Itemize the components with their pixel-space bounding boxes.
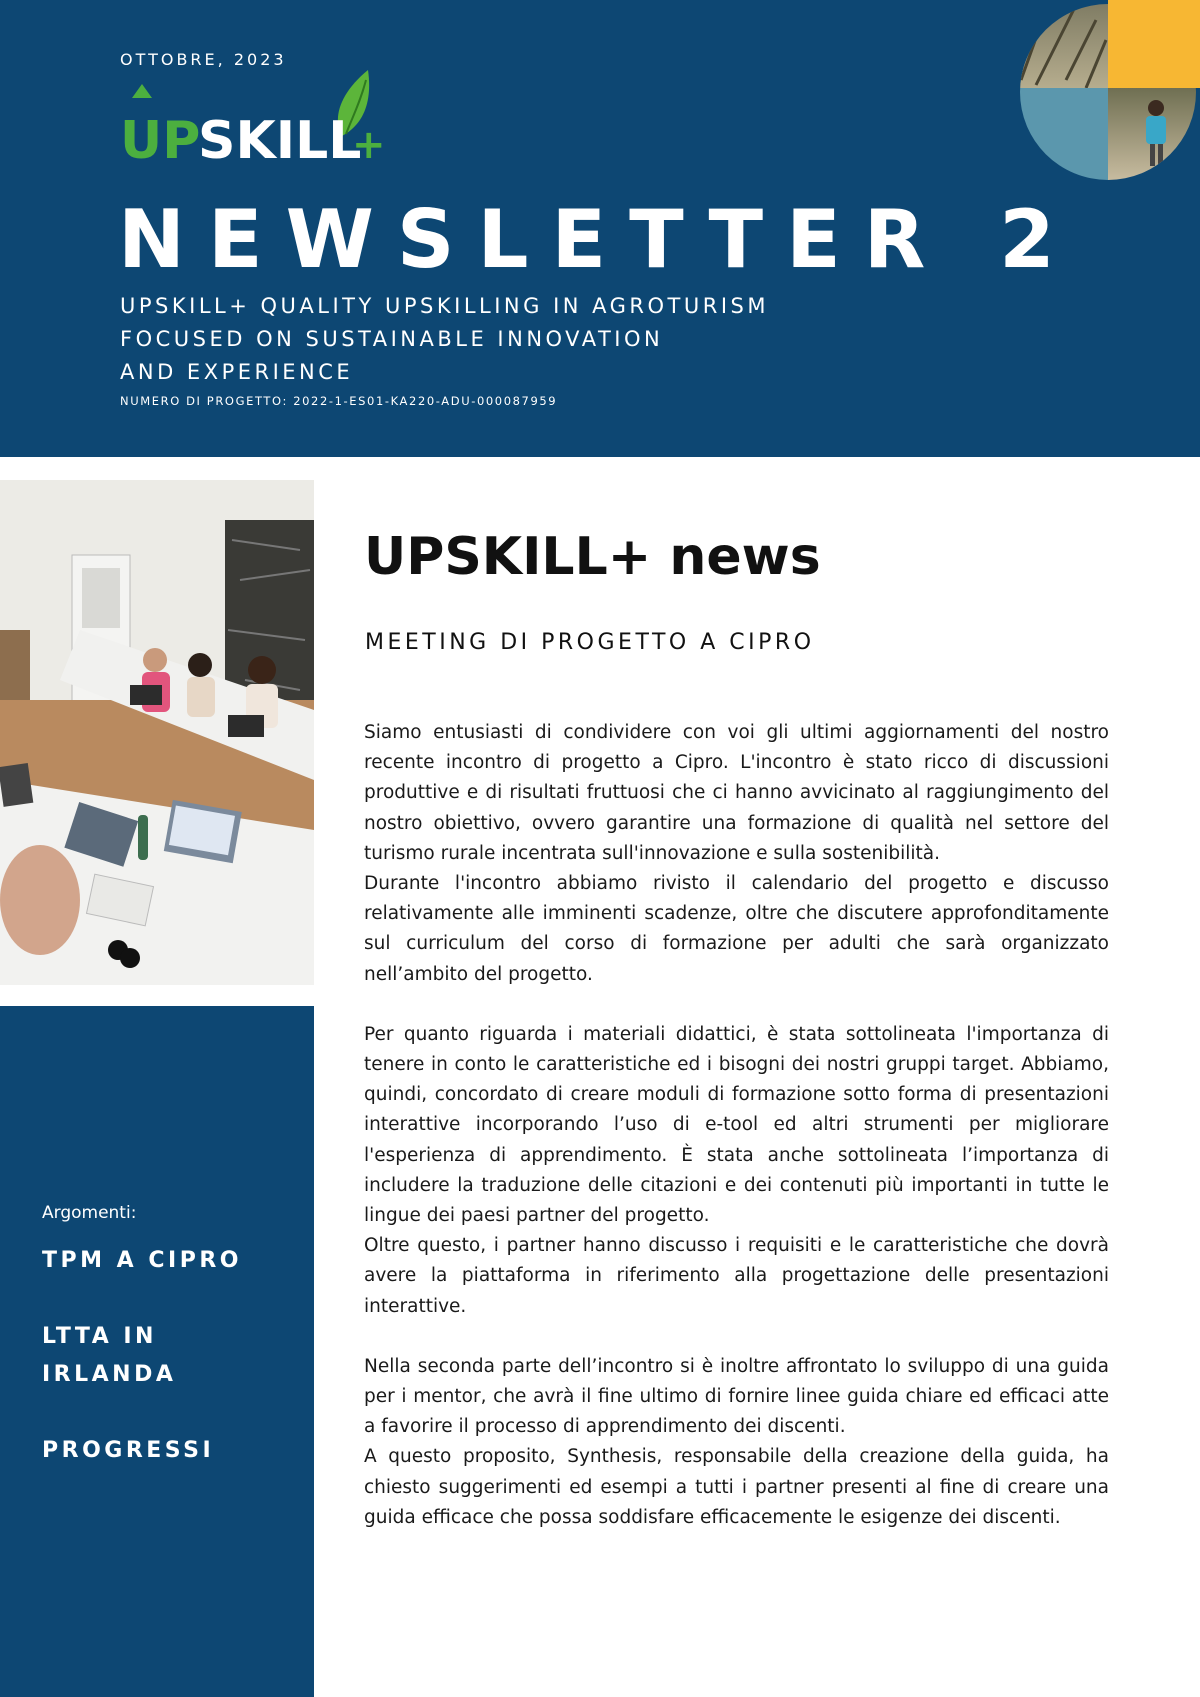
svg-text:UP: UP <box>120 111 201 168</box>
newsletter-subtitle <box>120 290 769 389</box>
section-title: UPSKILL+ news <box>364 527 821 587</box>
paragraph: Durante l'incontro abbiamo rivisto il calendario del progetto e discusso relativamente alle imminenti scadenze, oltre che discutere approfonditamente sul curriculum del corso di formazione per adulti che sarà organizzato nell’ambito del progetto. <box>364 873 1109 985</box>
arrow-up-icon <box>132 84 152 98</box>
topic-tpm-cipro: TPM A CIPRO <box>42 1248 242 1273</box>
paragraph: Siamo entusiasti di condividere con voi gli ultimi aggiornamenti del nostro recente incontro di progetto a Cipro. L'incontro è stato ricco di discussioni produttive e di risultati fruttuosi che ci hanno avvicinato al raggiungimento del nostro obiettivo, ovvero garantire una formazione di qualità nel settore del turismo rurale incentrata sull'innovazione e sulla sostenibilità. <box>364 722 1109 864</box>
topic-progressi: PROGRESSI <box>42 1438 215 1463</box>
topics-sidebar <box>0 1006 314 1697</box>
topic-ltta-irlanda-line2: IRLANDA <box>42 1362 177 1387</box>
newsletter-title: NEWSLETTER 2 <box>118 193 1078 286</box>
svg-text:+: + <box>352 122 386 168</box>
subtitle-line: AND EXPERIENCE <box>120 360 354 384</box>
header-banner <box>0 0 1200 457</box>
topics-label: Argomenti: <box>42 1203 137 1223</box>
subtitle-line: FOCUSED ON SUSTAINABLE INNOVATION <box>120 327 664 351</box>
section-subtitle: MEETING DI PROGETTO A CIPRO <box>365 630 815 655</box>
paragraph: Oltre questo, i partner hanno discusso i requisiti e le caratteristiche che dovrà avere la piattaforma in riferimento alla progettazione delle presentazioni interattive. <box>364 1235 1109 1317</box>
article-body <box>364 718 1109 1533</box>
paragraph: Per quanto riguarda i materiali didattici, è stata sottolineata l'importanza di tenere in conto le caratteristiche ed i bisogni dei nostri gruppi target. Abbiamo, quindi, concordato di creare moduli di formazione sotto forma di presentazioni interattive incorporando l’uso di e-tool ed altri strumenti per migliorare l'esperienza di apprendimento. È stata anche sottolineata l’importanza di includere la traduzione delle citazioni e dei contenuti più importanti in tutte le lingue dei paesi partner del progetto. <box>364 1023 1109 1227</box>
paragraph: Nella seconda parte dell’incontro si è inoltre affrontato lo sviluppo di una guida per i mentor, che avrà il fine ultimo di fornire linee guida chiare ed efficaci atte a favorire il processo di apprendimento dei discenti. <box>364 1355 1109 1438</box>
svg-text:SKILL: SKILL <box>198 111 362 168</box>
subtitle-line: UPSKILL+ QUALITY UPSKILLING IN AGROTURISM <box>120 294 769 318</box>
topic-ltta-irlanda-line1: LTTA IN <box>42 1324 157 1349</box>
upskill-logo <box>120 68 390 168</box>
paragraph: A questo proposito, Synthesis, responsabile della creazione della guida, ha chiesto suggerimenti ed esempi a tutti i partner presenti al fine di creare una guida efficace che possa soddisfare efficacemente le esigenze dei discenti. <box>364 1446 1109 1528</box>
project-number: NUMERO DI PROGETTO: 2022-1-ES01-KA220-ADU-000087959 <box>120 394 558 408</box>
meeting-photo <box>0 480 314 985</box>
corner-photo-collage <box>1016 0 1200 180</box>
issue-date: OTTOBRE, 2023 <box>120 50 287 69</box>
